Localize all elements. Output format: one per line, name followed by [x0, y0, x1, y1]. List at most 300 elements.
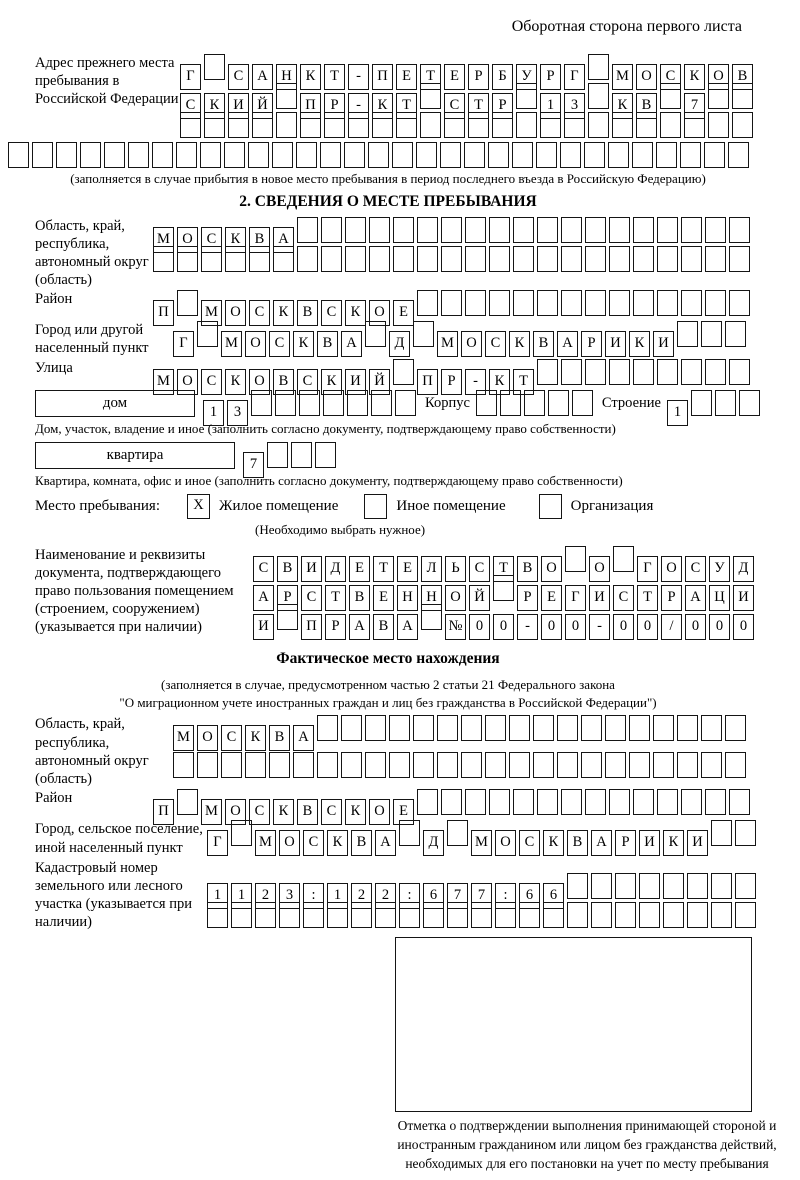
char-cell: Г	[637, 556, 658, 582]
char-cell: 1	[540, 93, 561, 119]
fact-oblast-label: Область, край, республика, автономный округ (область)	[35, 716, 149, 787]
char-cell: Д	[389, 331, 410, 357]
document-block	[35, 546, 800, 637]
char-cell	[585, 359, 606, 385]
char-cell	[299, 390, 320, 416]
char-cell: Р	[441, 369, 462, 395]
char-cell	[663, 902, 684, 928]
char-cell: В	[249, 227, 270, 253]
char-cell	[465, 290, 486, 316]
char-cell	[681, 359, 702, 385]
char-cell: В	[277, 556, 298, 582]
char-cell: А	[397, 614, 418, 640]
char-cell	[324, 112, 345, 138]
char-cell	[465, 789, 486, 815]
raion-block	[35, 290, 800, 319]
prev-address-note: (заполняется в случае прибытия в новое место пребывания в период последнего въезда в Российскую Федерацию)	[70, 171, 706, 186]
char-cell: 3	[227, 400, 248, 426]
char-cell: К	[293, 331, 314, 357]
char-cell	[56, 142, 77, 168]
char-cell: О	[245, 331, 266, 357]
oblast-block	[35, 217, 800, 290]
fact-gorod-row	[207, 820, 759, 851]
char-cell: О	[177, 227, 198, 253]
char-cell: С	[269, 331, 290, 357]
char-cell	[565, 546, 586, 572]
char-cell	[677, 321, 698, 347]
char-cell	[393, 246, 414, 272]
char-cell	[680, 142, 701, 168]
char-cell: С	[249, 799, 270, 825]
char-cell: 7	[471, 883, 492, 909]
gorod-row	[173, 321, 749, 351]
char-cell	[485, 752, 506, 778]
char-cell: 1	[203, 400, 224, 426]
char-cell: О	[225, 300, 246, 326]
char-cell: К	[345, 799, 366, 825]
char-cell	[416, 142, 437, 168]
char-cell	[705, 789, 726, 815]
char-cell	[495, 902, 516, 928]
ulitsa-block	[35, 359, 800, 388]
char-cell	[636, 112, 657, 138]
dom-box: дом	[35, 390, 195, 417]
char-cell: 0	[493, 614, 514, 640]
char-cell	[633, 359, 654, 385]
prev-address-row-4	[8, 142, 800, 168]
char-cell	[519, 902, 540, 928]
char-cell	[681, 246, 702, 272]
document-row-3	[253, 604, 757, 634]
char-cell	[251, 390, 272, 416]
char-cell: Л	[421, 556, 442, 582]
dom-block	[35, 390, 800, 419]
char-cell: С	[228, 64, 249, 90]
char-cell: И	[345, 369, 366, 395]
char-cell: Г	[564, 64, 585, 90]
char-cell: -	[517, 614, 538, 640]
char-cell	[441, 246, 462, 272]
char-cell: П	[372, 64, 393, 90]
char-cell: В	[297, 300, 318, 326]
kadastr-label: Кадастровый номер земельного или лесного участка (указывается при наличии)	[35, 859, 192, 931]
kvartira-cells	[243, 442, 339, 472]
char-cell	[297, 217, 318, 243]
char-cell	[489, 217, 510, 243]
stroenie-cells	[667, 390, 763, 420]
char-cell: :	[495, 883, 516, 909]
char-cell: С	[660, 64, 681, 90]
dom-cells	[203, 390, 419, 420]
char-cell	[417, 246, 438, 272]
char-cell: О	[197, 725, 218, 751]
char-cell: В	[269, 725, 290, 751]
char-cell	[399, 820, 420, 846]
char-cell: Й	[469, 585, 490, 611]
char-cell	[461, 752, 482, 778]
char-cell	[633, 246, 654, 272]
char-cell: Т	[420, 64, 441, 90]
char-cell	[468, 112, 489, 138]
char-cell	[567, 873, 588, 899]
char-cell	[705, 217, 726, 243]
char-cell: Е	[541, 585, 562, 611]
char-cell: 0	[613, 614, 634, 640]
char-cell: 1	[327, 883, 348, 909]
char-cell	[633, 217, 654, 243]
char-cell: Р	[581, 331, 602, 357]
char-cell: И	[653, 331, 674, 357]
char-cell	[80, 142, 101, 168]
char-cell: М	[201, 799, 222, 825]
fact-gorod-label: Город, сельское поселение, иной населенный пункт	[35, 821, 203, 856]
char-cell	[277, 604, 298, 630]
char-cell	[560, 142, 581, 168]
char-cell: Ь	[445, 556, 466, 582]
char-cell: В	[273, 369, 294, 395]
char-cell	[708, 112, 729, 138]
char-cell	[608, 142, 629, 168]
char-cell	[537, 789, 558, 815]
fact-raion-label: Район	[35, 790, 73, 807]
char-cell	[572, 390, 593, 416]
char-cell	[684, 112, 705, 138]
char-cell	[465, 217, 486, 243]
char-cell	[584, 142, 605, 168]
char-cell	[365, 752, 386, 778]
char-cell	[681, 217, 702, 243]
char-cell: -	[465, 369, 486, 395]
char-cell	[681, 789, 702, 815]
char-cell: И	[253, 614, 274, 640]
char-cell	[537, 290, 558, 316]
char-cell	[300, 112, 321, 138]
korpus-cells	[476, 390, 596, 416]
char-cell	[152, 142, 173, 168]
char-cell: У	[709, 556, 730, 582]
char-cell	[369, 246, 390, 272]
char-cell	[657, 789, 678, 815]
char-cell: О	[541, 556, 562, 582]
document-label: Наименование и реквизиты документа, подтверждающего право пользования помещением (строением, сооружением) (указывается при наличии)	[35, 546, 234, 636]
char-cell	[708, 83, 729, 109]
char-cell: В	[351, 830, 372, 856]
char-cell	[732, 83, 753, 109]
char-cell: :	[303, 883, 324, 909]
char-cell: М	[221, 331, 242, 357]
char-cell	[613, 546, 634, 572]
prev-address-block	[35, 54, 800, 141]
char-cell	[609, 290, 630, 316]
char-cell	[204, 112, 225, 138]
char-cell	[605, 715, 626, 741]
section2-title: 2. СВЕДЕНИЯ О МЕСТЕ ПРЕБЫВАНИЯ	[239, 193, 537, 210]
char-cell: А	[252, 64, 273, 90]
char-cell: 0	[565, 614, 586, 640]
zhiloe-label: Жилое помещение	[219, 497, 339, 514]
char-cell: Р	[517, 585, 538, 611]
char-cell	[315, 442, 336, 468]
char-cell	[653, 752, 674, 778]
char-cell	[441, 789, 462, 815]
char-cell: К	[663, 830, 684, 856]
char-cell	[729, 789, 750, 815]
char-cell	[32, 142, 53, 168]
char-cell	[711, 902, 732, 928]
fact-note-1: (заполняется в случае, предусмотренном частью 2 статьи 21 Федерального закона	[161, 677, 615, 693]
char-cell: О	[445, 585, 466, 611]
stroenie-label: Строение	[601, 394, 661, 411]
char-cell	[677, 715, 698, 741]
char-cell	[612, 112, 633, 138]
char-cell	[701, 321, 722, 347]
char-cell: А	[341, 331, 362, 357]
char-cell	[276, 83, 297, 109]
char-cell	[317, 752, 338, 778]
char-cell	[585, 246, 606, 272]
char-cell: С	[249, 300, 270, 326]
char-cell: Т	[373, 556, 394, 582]
char-cell: В	[636, 93, 657, 119]
char-cell	[561, 789, 582, 815]
raion-label: Район	[35, 290, 73, 307]
char-cell	[413, 715, 434, 741]
fact-note-2: "О миграционном учете иностранных граждан и лиц без гражданства в Российской Федерации")	[119, 694, 657, 710]
char-cell: И	[687, 830, 708, 856]
char-cell	[609, 359, 630, 385]
char-cell: №	[445, 614, 466, 640]
char-cell	[681, 290, 702, 316]
char-cell: С	[221, 725, 242, 751]
char-cell	[704, 142, 725, 168]
char-cell	[705, 246, 726, 272]
char-cell	[323, 390, 344, 416]
char-cell	[715, 390, 736, 416]
char-cell: В	[567, 830, 588, 856]
char-cell: В	[533, 331, 554, 357]
char-cell: С	[303, 830, 324, 856]
prev-address-row-3	[180, 112, 756, 138]
char-cell	[276, 112, 297, 138]
fact-oblast-block	[35, 715, 800, 789]
char-cell	[548, 390, 569, 416]
char-cell	[444, 112, 465, 138]
char-cell	[177, 789, 198, 815]
char-cell	[561, 246, 582, 272]
char-cell	[255, 902, 276, 928]
char-cell	[245, 752, 266, 778]
char-cell	[221, 752, 242, 778]
char-cell	[588, 83, 609, 109]
char-cell	[537, 217, 558, 243]
char-cell	[729, 217, 750, 243]
gorod-block	[35, 321, 800, 357]
char-cell	[500, 390, 521, 416]
char-cell: Р	[661, 585, 682, 611]
char-cell: М	[153, 227, 174, 253]
char-cell: С	[201, 227, 222, 253]
char-cell	[437, 752, 458, 778]
char-cell	[701, 752, 722, 778]
prev-address-row-1	[180, 54, 756, 84]
char-cell: М	[612, 64, 633, 90]
char-cell	[536, 142, 557, 168]
option-zhiloe	[187, 494, 338, 519]
char-cell	[639, 902, 660, 928]
char-cell	[657, 217, 678, 243]
char-cell: О	[177, 369, 198, 395]
char-cell: Т	[324, 64, 345, 90]
char-cell: Р	[492, 93, 513, 119]
char-cell: М	[201, 300, 222, 326]
char-cell	[197, 321, 218, 347]
char-cell	[437, 715, 458, 741]
char-cell: О	[369, 300, 390, 326]
char-cell	[369, 217, 390, 243]
char-cell: С	[321, 799, 342, 825]
char-cell: 6	[543, 883, 564, 909]
char-cell	[729, 290, 750, 316]
char-cell: Т	[325, 585, 346, 611]
char-cell	[512, 142, 533, 168]
char-cell	[513, 217, 534, 243]
char-cell	[413, 752, 434, 778]
kvartira-block	[35, 442, 800, 471]
char-cell	[489, 246, 510, 272]
char-cell: Г	[173, 331, 194, 357]
char-cell	[701, 715, 722, 741]
char-cell	[348, 112, 369, 138]
char-cell: Е	[396, 64, 417, 90]
char-cell	[461, 715, 482, 741]
char-cell	[677, 752, 698, 778]
char-cell: П	[417, 369, 438, 395]
char-cell	[609, 217, 630, 243]
char-cell: Р	[325, 614, 346, 640]
char-cell: К	[273, 300, 294, 326]
char-cell	[441, 290, 462, 316]
char-cell: О	[225, 799, 246, 825]
char-cell: 6	[423, 883, 444, 909]
char-cell	[537, 246, 558, 272]
char-cell: О	[589, 556, 610, 582]
char-cell: Г	[207, 830, 228, 856]
char-cell: 7	[243, 452, 264, 478]
korpus-label: Корпус	[425, 394, 470, 411]
char-cell	[291, 442, 312, 468]
char-cell: Г	[180, 64, 201, 90]
char-cell: Р	[324, 93, 345, 119]
mesto-label: Место пребывания:	[35, 497, 160, 514]
char-cell	[513, 246, 534, 272]
char-cell: М	[173, 725, 194, 751]
char-cell: С	[469, 556, 490, 582]
char-cell	[344, 142, 365, 168]
char-cell	[557, 715, 578, 741]
char-cell	[735, 902, 756, 928]
fact-raion-block	[35, 789, 800, 818]
char-cell: А	[293, 725, 314, 751]
char-cell	[609, 246, 630, 272]
char-cell: -	[589, 614, 610, 640]
char-cell	[561, 290, 582, 316]
char-cell	[204, 54, 225, 80]
char-cell	[739, 390, 760, 416]
char-cell	[581, 752, 602, 778]
char-cell: 2	[375, 883, 396, 909]
document-row-1	[253, 546, 757, 576]
char-cell	[711, 873, 732, 899]
char-cell	[417, 290, 438, 316]
char-cell: А	[375, 830, 396, 856]
char-cell	[395, 390, 416, 416]
char-cell	[516, 83, 537, 109]
char-cell	[327, 902, 348, 928]
char-cell	[557, 752, 578, 778]
char-cell: А	[273, 227, 294, 253]
fact-title: Фактическое место нахождения	[276, 650, 500, 668]
char-cell	[320, 142, 341, 168]
char-cell: 1	[231, 883, 252, 909]
char-cell	[728, 142, 749, 168]
char-cell	[585, 789, 606, 815]
char-cell: 0	[685, 614, 706, 640]
char-cell: М	[471, 830, 492, 856]
char-cell: А	[591, 830, 612, 856]
inoe-label: Иное помещение	[396, 497, 506, 514]
char-cell	[657, 359, 678, 385]
char-cell	[609, 789, 630, 815]
char-cell	[465, 246, 486, 272]
char-cell: К	[684, 64, 705, 90]
fact-oblast-row-1	[173, 715, 749, 746]
inoe-checkbox	[364, 494, 387, 519]
char-cell	[347, 390, 368, 416]
char-cell: К	[372, 93, 393, 119]
char-cell	[273, 246, 294, 272]
char-cell: С	[485, 331, 506, 357]
char-cell	[252, 112, 273, 138]
char-cell	[231, 902, 252, 928]
char-cell	[207, 902, 228, 928]
char-cell	[417, 789, 438, 815]
mesto-block	[35, 494, 800, 519]
char-cell: С	[685, 556, 706, 582]
char-cell	[176, 142, 197, 168]
char-cell: Е	[373, 585, 394, 611]
char-cell: И	[228, 93, 249, 119]
char-cell	[725, 321, 746, 347]
char-cell: О	[369, 799, 390, 825]
char-cell	[581, 715, 602, 741]
char-cell	[267, 442, 288, 468]
char-cell: Р	[277, 585, 298, 611]
char-cell: П	[301, 614, 322, 640]
char-cell: 1	[207, 883, 228, 909]
char-cell: С	[444, 93, 465, 119]
char-cell	[492, 112, 513, 138]
char-cell	[279, 902, 300, 928]
char-cell: К	[245, 725, 266, 751]
char-cell: К	[612, 93, 633, 119]
char-cell	[399, 902, 420, 928]
char-cell: М	[153, 369, 174, 395]
prev-address-row-2	[180, 83, 756, 113]
char-cell	[687, 873, 708, 899]
char-cell	[420, 112, 441, 138]
char-cell: И	[605, 331, 626, 357]
char-cell	[8, 142, 29, 168]
